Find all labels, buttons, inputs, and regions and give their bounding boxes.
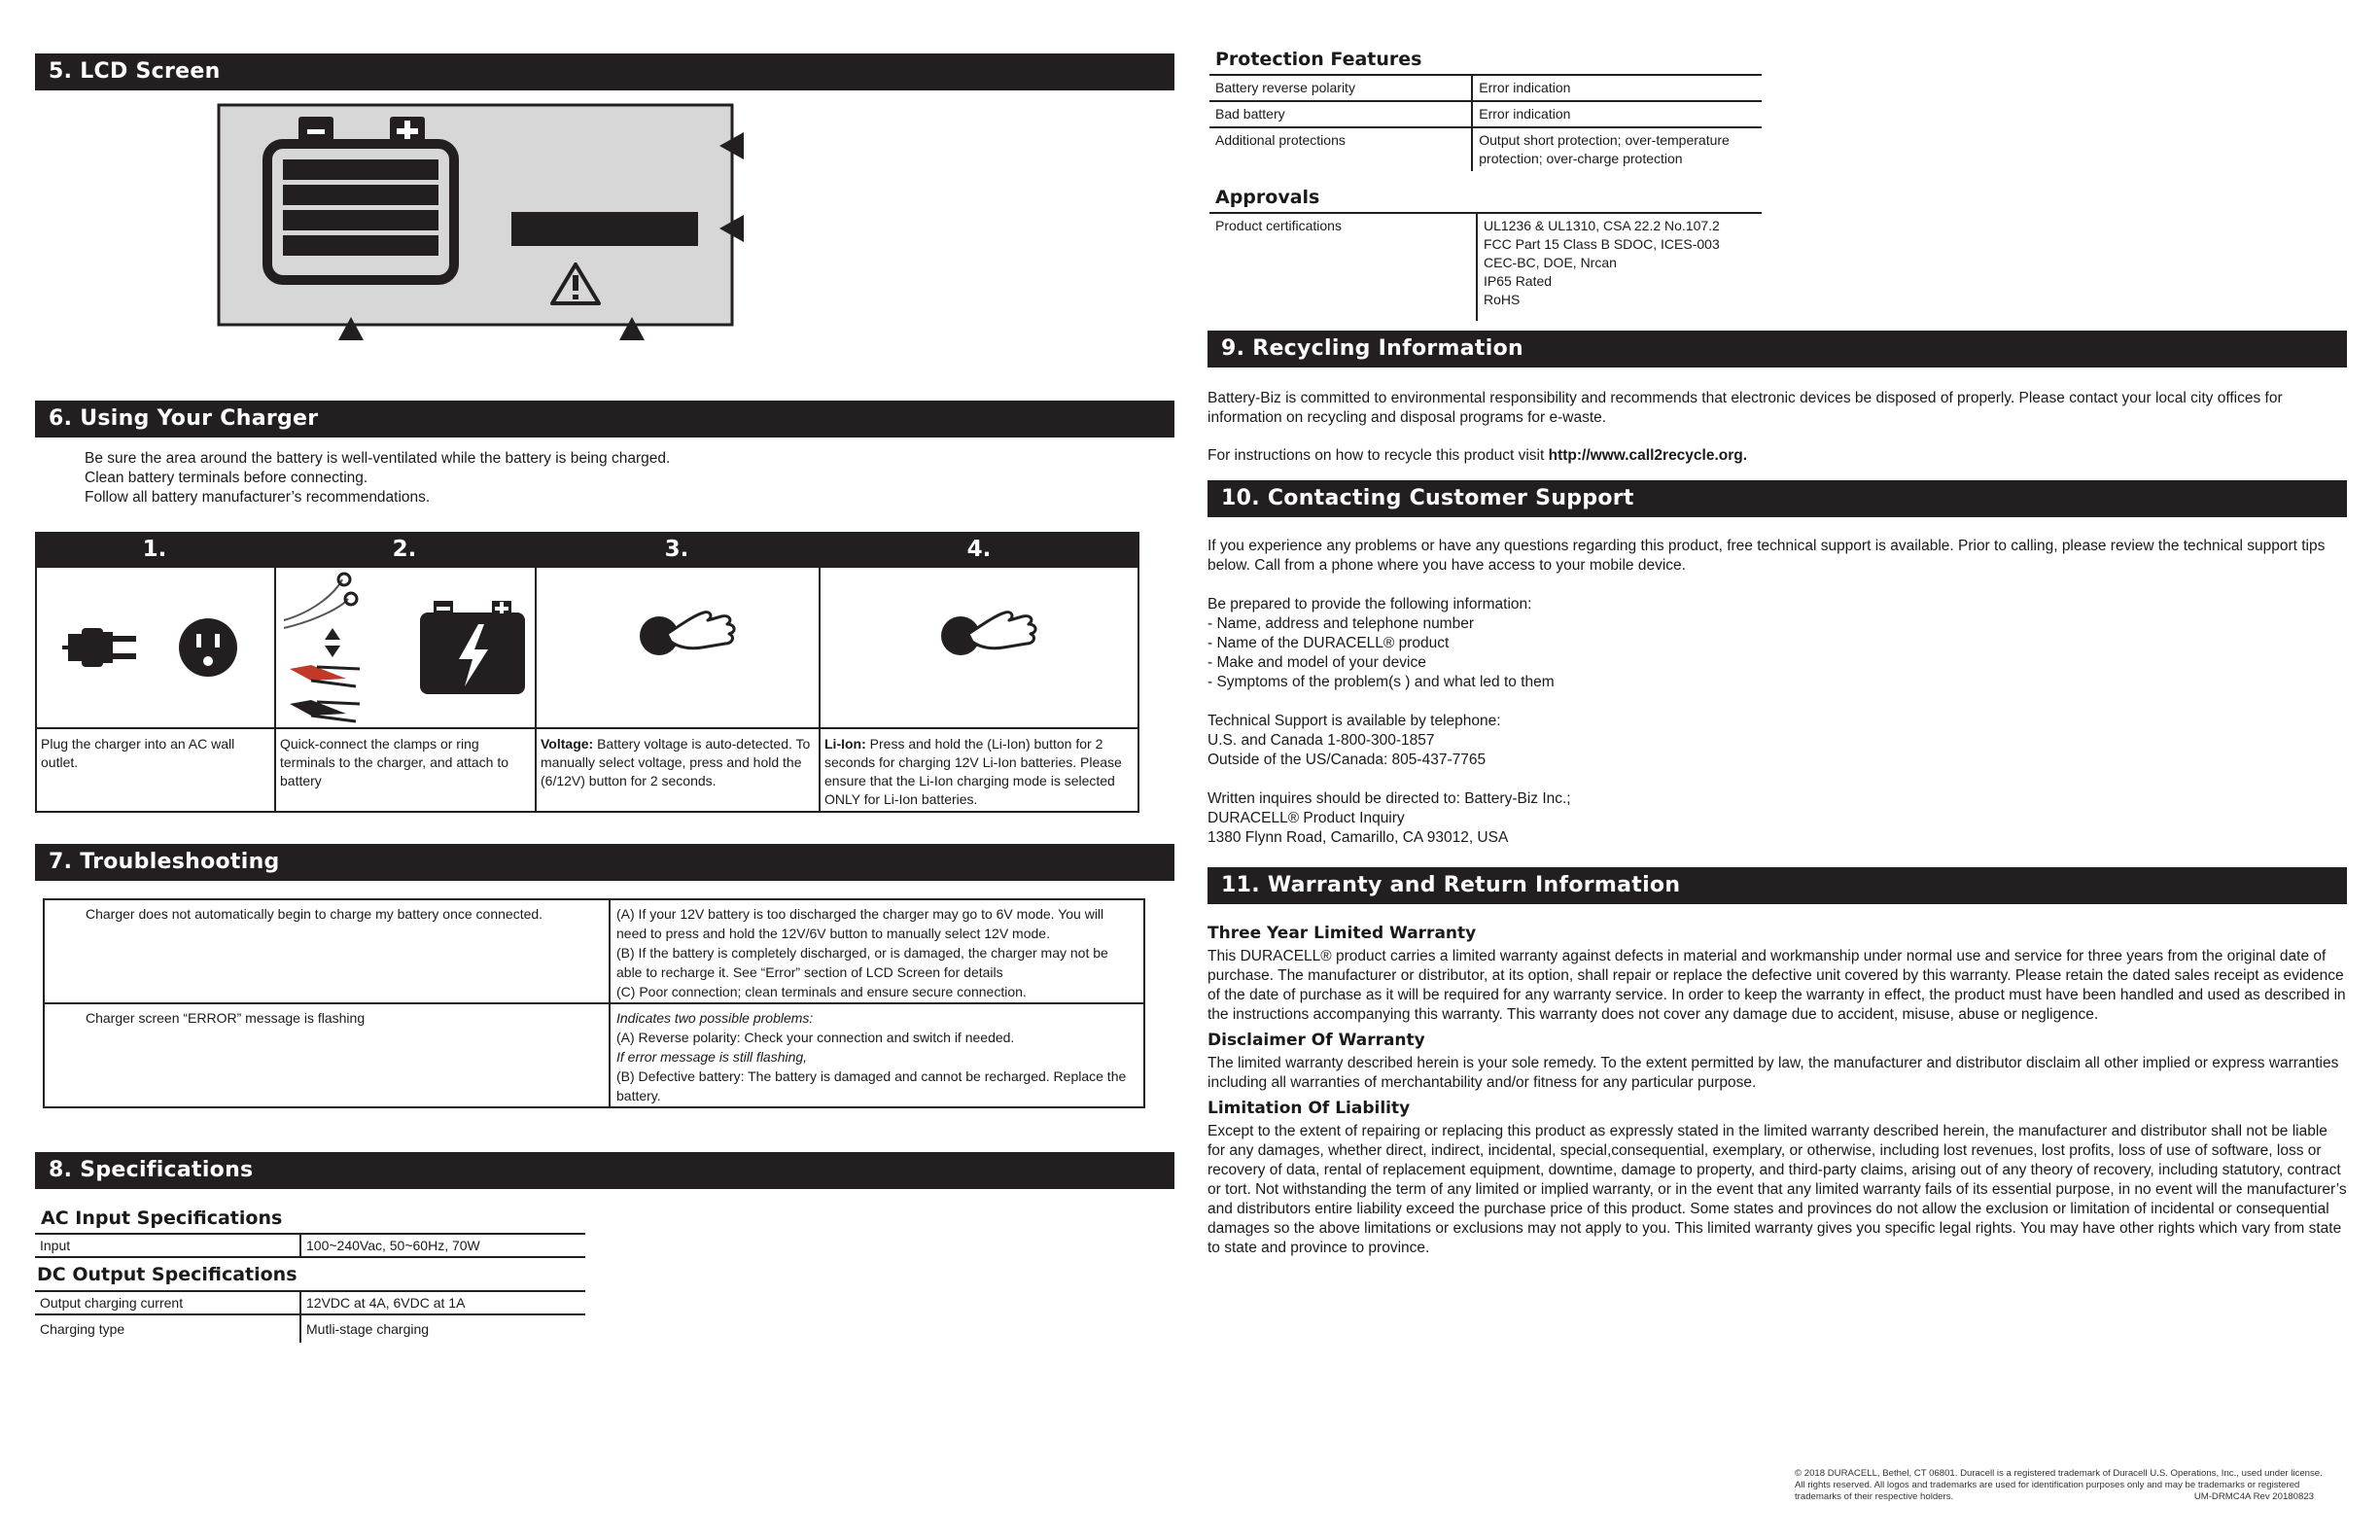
disclaimer-paragraph: The limited warranty described herein is your sole remedy. To the extent permitted by law, the manufacturer and distributor disclaim all other implied or express warranties including all warranties of merchantability and/or fitness for any particular purpose. [1208,1055,2339,1091]
voltage-readout-bar [511,212,698,246]
step-text: Battery voltage is auto-detected. To manually select voltage, press and hold the (6/12V) button for 2 seconds. [541,736,811,788]
step-4-number: 4. [819,532,1139,567]
footer-legal [1795,1468,2349,1503]
table-row [35,1314,585,1343]
step-text: Press and hold the (Li-Ion) button for 2 seconds for charging 12V Li-Ion batteries. Please ensure that the Li-Ion charging mode is selected ONLY for Li-Ion batteries. [824,736,1122,807]
recycling-link-prefix: For instructions on how to recycle this product visit [1208,447,1549,464]
support-prepared: Be prepared to provide the following information: [1208,596,1532,612]
section-specifications-header: 8. Specifications [35,1152,1174,1189]
step-3-number: 3. [535,532,819,567]
tech-support-us: U.S. and Canada 1-800-300-1857 [1208,732,1435,749]
step-2-text [274,729,535,796]
intro-line: Be sure the area around the battery is well-ventilated while the battery is being charged. [85,450,671,467]
protection-title: Protection Features [1215,49,1422,70]
trouble-solution-1 [611,900,1143,1005]
using-intro [85,449,670,508]
support-intro: If you experience any problems or have any questions regarding this product, free technical support is available. Prior to calling, please review the technical support tips below. Call from a phone where you have access to your mobile device. [1208,538,2326,574]
table-row [35,1291,585,1314]
support-list-item: - Make and model of your device [1208,654,1426,671]
step-text: Plug the charger into an AC wall outlet. [41,736,235,770]
warranty-paragraph: This DURACELL® product carries a limited warranty against defects in material and workmanship under normal use and service for three years from the original date of purchase. The manufacturer or distributor, at its option, shall repair or replace the defective unit covered by this warranty. Please retain the dated sales receipt as evidence of the date of purchase as it will be required for any warranty service. In order to keep the warranty in effect, the product must have been handled and used as described in the instructions accompanying this warranty. This warranty does not cover any damage due to accident, misuse, abuse or negligence. [1208,948,2346,1023]
intro-line: Follow all battery manufacturer’s recommendations. [85,489,431,506]
approval-line: RoHS [1484,292,1521,307]
doc-code: UM-DRMC4A Rev 20180823 [2193,1491,2314,1502]
protection-value: Error indication [1479,80,1571,95]
table-row [1209,75,1762,101]
liability-heading: Limitation Of Liability [1208,1099,1411,1118]
table-row [1209,101,1762,127]
step-1-text [35,729,276,778]
protection-table [1209,74,1762,171]
protection-key: Additional protections [1209,127,1472,171]
protection-key: Bad battery [1209,101,1472,127]
support-address: 1380 Flynn Road, Camarillo, CA 93012, USA [1208,829,1509,846]
approvals-table [1209,212,1762,321]
approval-line: UL1236 & UL1310, CSA 22.2 No.107.2 [1484,218,1720,233]
battery-level-icon [267,117,454,280]
trouble-solution-2 [611,1004,1143,1109]
table-row [1209,127,1762,171]
support-list-item: - Name of the DURACELL® product [1208,635,1450,651]
support-text [1208,537,2345,848]
recycle-link[interactable]: http://www.call2recycle.org. [1548,447,1748,464]
section-warranty-header: 11. Warranty and Return Information [1208,867,2347,904]
plug-outlet-icon [60,603,255,690]
trouble-problem-2: Charger screen “ERROR” message is flashing [86,1010,366,1026]
solution-mid: If error message is still flashing, [616,1049,808,1065]
footer-line: All rights reserved. All logos and trademarks are used for identification purposes only and may be trademarks or registered [1795,1480,2300,1490]
dc-output-title: DC Output Specifications [37,1264,298,1285]
footer-line: © 2018 DURACELL, Bethel, CT 06801. Duracell is a registered trademark of Duracell U.S. Operations, Inc., used under license. [1795,1468,2323,1479]
support-list-item: - Symptoms of the problem(s ) and what led to them [1208,674,1555,690]
section-lcd-header: 5. LCD Screen [35,53,1174,90]
section-using-header: 6. Using Your Charger [35,401,1174,438]
spec-value: 100~240Vac, 50~60Hz, 70W [306,1238,480,1253]
footer-line: trademarks of their respective holders. [1795,1491,1954,1502]
solution-line: (B) If the battery is completely discharged, or is damaged, the charger may not be able to recharge it. See “Error” section of LCD Screen for details [616,945,1108,980]
section-troubleshooting-header: 7. Troubleshooting [35,844,1174,881]
ac-input-title: AC Input Specifications [41,1208,283,1229]
spec-key: Output charging current [35,1291,300,1314]
protection-key: Battery reverse polarity [1209,75,1472,101]
warranty-heading: Three Year Limited Warranty [1208,924,1477,943]
written-inquiry: Written inquires should be directed to: Battery-Biz Inc.; [1208,790,1571,807]
solution-line: (A) Reverse polarity: Check your connection and switch if needed. [616,1030,1015,1045]
press-button-icon [933,595,1050,673]
written-inquiry-2: DURACELL® Product Inquiry [1208,810,1405,826]
step-bold-label: Li-Ion: [824,736,866,752]
step-1-number: 1. [35,532,274,567]
spec-key: Charging type [35,1314,300,1343]
approval-key: Product certifications [1209,213,1477,321]
step-4-text [819,729,1139,815]
spec-key: Input [35,1234,300,1257]
warranty-text [1208,924,2347,1258]
ac-input-table [35,1233,585,1258]
dc-output-table [35,1290,585,1343]
press-button-icon [632,595,749,673]
disclaimer-heading: Disclaimer Of Warranty [1208,1031,1425,1050]
approval-values [1477,213,1762,321]
liability-paragraph: Except to the extent of repairing or replacing this product as expressly stated in the limited warranty described herein, the manufacturer and distributor shall not be liable for any damages, whether direct, indirect, incidental, special,consequential, exemplary, or otherwise, including lost revenues, lost profits, loss of use of software, loss or recovery of data, rental of replacement equipment, downtime, damage to property, and third-party claims, arising out of any theory of recovery, including statutory, contract or tort. Not withstanding the term of any limited or implied warranty, or in the event that any limited warranty fails of its essential purpose, in no event will the manufacturer’s and distributors entire liability exceed the purchase price of this product. Some states and provinces do not allow the exclusion or limitation of incidental or consequential damages so the above limitations or exclusions may not apply to you. This limited warranty gives you specific legal rights. You may have other rights which vary from state to state and province to province. [1208,1123,2347,1256]
trouble-problem-1: Charger does not automatically begin to charge my battery once connected. [86,906,543,922]
spec-value: 12VDC at 4A, 6VDC at 1A [306,1295,466,1311]
approval-line: CEC-BC, DOE, Nrcan [1484,255,1617,270]
step-3-text [535,729,819,796]
step-2-number: 2. [274,532,535,567]
approvals-title: Approvals [1215,187,1320,208]
tech-support-outside: Outside of the US/Canada: 805-437-7765 [1208,752,1487,768]
section-recycling-header: 9. Recycling Information [1208,331,2347,368]
solution-line: (B) Defective battery: The battery is damaged and cannot be recharged. Replace the battery. [616,1068,1127,1103]
approval-line: IP65 Rated [1484,273,1553,289]
solution-line: (A) If your 12V battery is too discharged the charger may go to 6V mode. You will need to press and hold the 12V/6V button to manually select 12V mode. [616,906,1104,941]
step-text: Quick-connect the clamps or ring terminals to the charger, and attach to battery [280,736,509,788]
protection-value: Error indication [1479,106,1571,122]
lcd-screen-diagram [209,97,753,350]
tech-support-head: Technical Support is available by telephone: [1208,713,1501,729]
recycling-text: Battery-Biz is committed to environmental responsibility and recommends that electronic devices be disposed of properly. Please contact your local city offices for information on recycling and disposal programs for e-waste. [1208,390,2283,426]
section-support-header: 10. Contacting Customer Support [1208,480,2347,517]
solution-line: (C) Poor connection; clean terminals and ensure secure connection. [616,984,1027,999]
support-list-item: - Name, address and telephone number [1208,615,1474,632]
table-row [1209,213,1762,321]
intro-line: Clean battery terminals before connecting. [85,470,368,486]
approval-line: FCC Part 15 Class B SDOC, ICES-003 [1484,236,1720,252]
protection-value: Output short protection; over-temperature protection; over-charge protection [1479,132,1730,166]
clamps-battery-icon [278,572,533,725]
spec-value: Mutli-stage charging [306,1321,430,1337]
step-bold-label: Voltage: [541,736,594,752]
solution-intro: Indicates two possible problems: [616,1010,814,1026]
recycling-link-line [1208,446,2345,466]
table-row [35,1234,585,1257]
